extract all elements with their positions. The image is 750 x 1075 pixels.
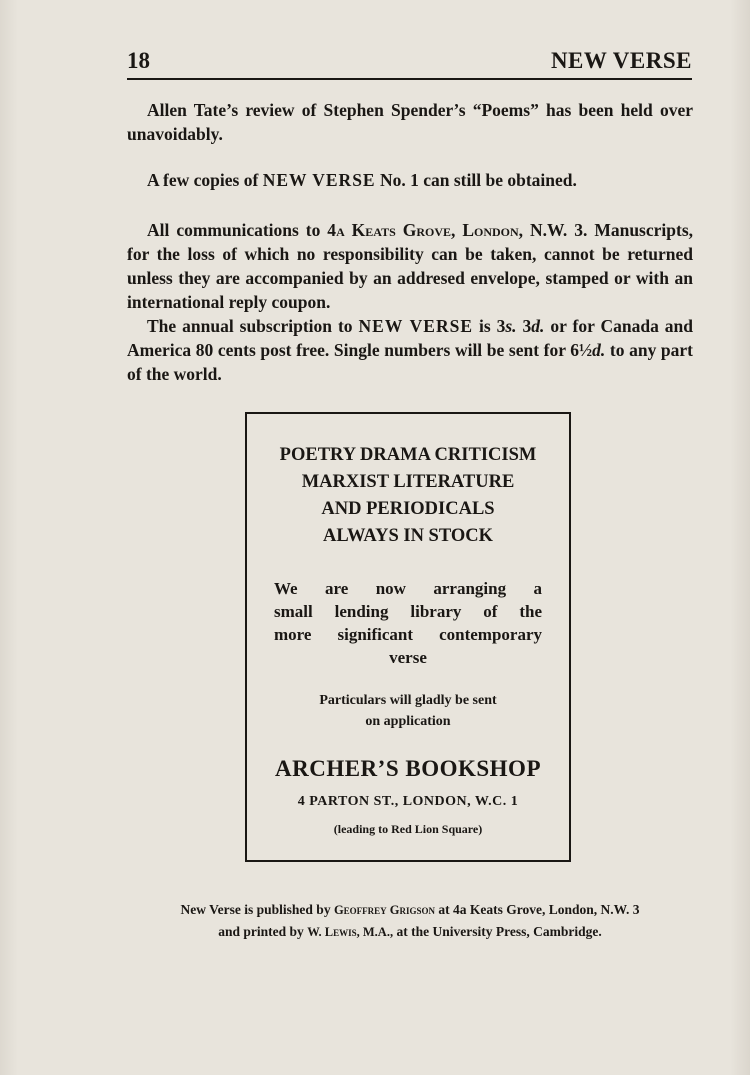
sub-pence: d. [531,316,545,336]
shop-address: 4 PARTON ST., LONDON, W.C. 1 [297,794,519,809]
sub-fraction: ½ [579,340,593,360]
library-line: verse [389,648,427,667]
imprint-l1-a: New Verse is published by [180,902,334,917]
imprint-line-1 [120,899,700,921]
shop-name: ARCHER’S BOOKSHOP [274,756,541,781]
copies-journal-title: NEW VERSE [262,170,376,190]
copies-text-after: No. 1 can still be obtained. [375,170,577,190]
stock-line: MARXIST LITERATURE [301,472,515,492]
sub-text-end: to any part of the world. [127,340,694,384]
sub-text-mid2: 3 [516,316,532,336]
particulars-line-1: Particulars will gladly be sent [319,693,497,708]
library-line: We are now arranging a [274,579,542,598]
copies-text-before: A few copies of [147,170,263,190]
stock-line: POETRY DRAMA CRITICISM [279,445,537,465]
copies-paragraph [127,168,693,192]
lending-library-text [274,577,542,669]
bookshop-advertisement [245,412,571,862]
communications-paragraph [127,218,693,314]
sub-text-mid3: or for Canada and America 80 cents post free. Single numbers will be sent for 6 [127,316,694,360]
page-header [127,48,692,80]
imprint [120,899,700,943]
page-number: 18 [127,48,150,73]
sub-shillings: s. [505,316,517,336]
sub-journal-title: NEW VERSE [358,316,474,336]
comm-text-after: N.W. 3. Manuscripts, for the loss of which no responsibility can be taken, cannot be returned unless they are accompanied by an addresed envelope, stamped or with an international reply coupon. [127,220,694,312]
shop-location-note: (leading to Red Lion Square) [333,822,483,836]
particulars-text [247,690,569,732]
library-line: small lending library of the [274,602,542,621]
imprint-l2-a: and printed by [218,924,308,939]
stock-line: AND PERIODICALS [321,499,495,519]
sub-text-mid1: is 3 [473,316,506,336]
stock-lines [247,442,569,550]
library-line: more significant contemporary [274,625,542,644]
sub-text-before: The annual subscription to [147,316,359,336]
imprint-l2-b: at the University Press, Cambridge. [393,924,602,939]
sub-pence-2: d. [592,340,606,360]
stock-line: ALWAYS IN STOCK [322,526,493,546]
subscription-paragraph [127,314,693,386]
running-head: NEW VERSE [550,48,692,73]
publisher-name: Geoffrey Grigson [333,903,436,917]
comm-address: a Keats Grove, London, [336,220,524,240]
imprint-line-2 [120,921,700,943]
imprint-l1-b: at 4a Keats Grove, London, N.W. 3 [435,902,640,917]
review-note-paragraph: Allen Tate’s review of Stephen Spender’s “Poems” has been held over unavoidably. [127,100,693,144]
comm-text-before: All communications to 4 [147,220,337,240]
printer-name: W. Lewis, M.A., [307,925,394,939]
particulars-line-2: on application [365,714,451,729]
